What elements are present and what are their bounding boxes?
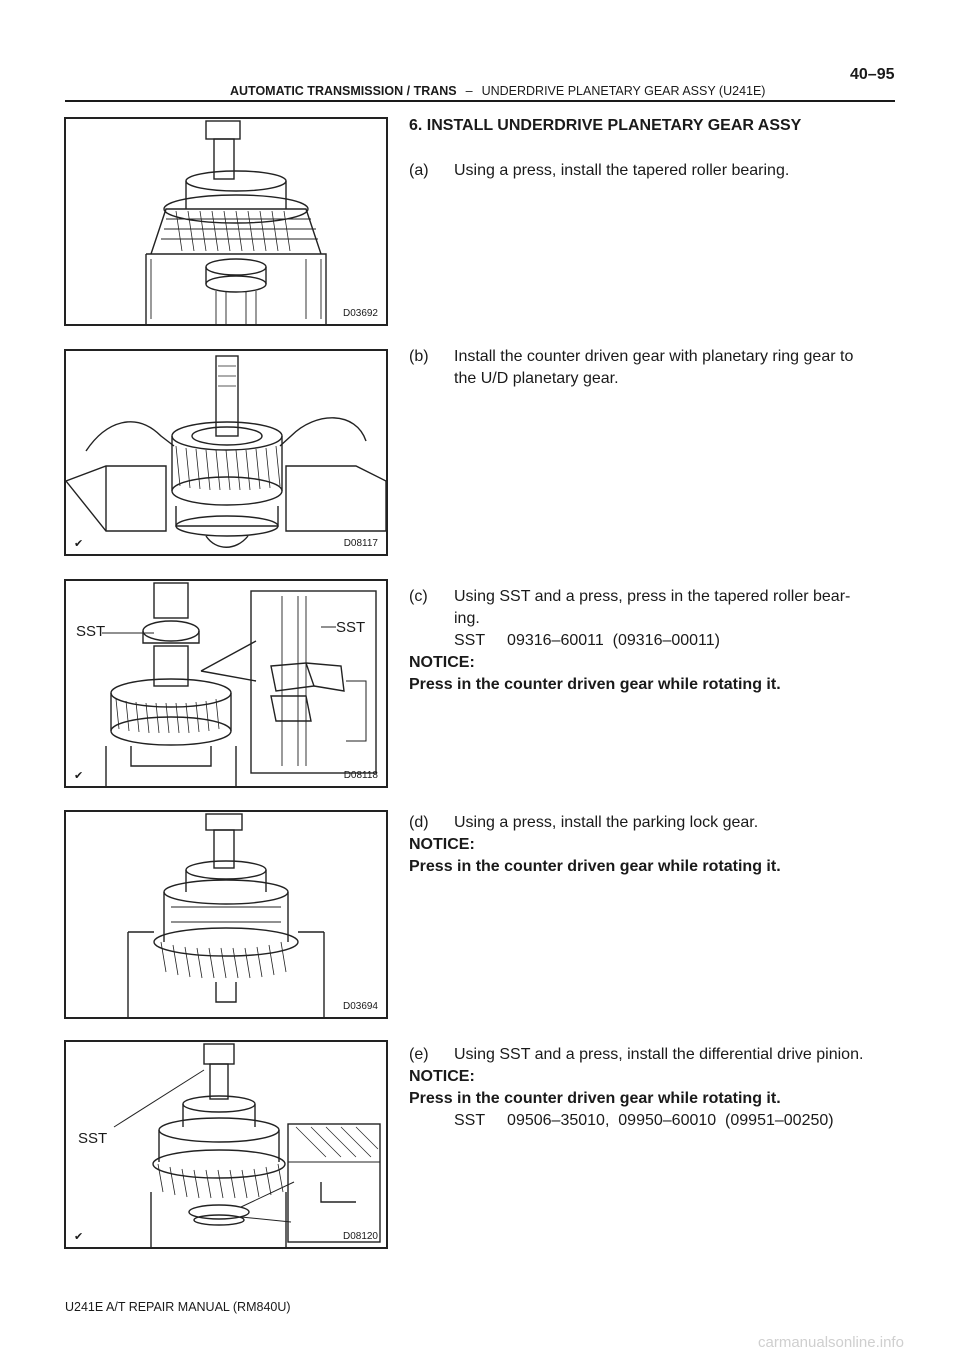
figure-mark: ✔ <box>74 1231 84 1243</box>
figure-code: D08120 <box>342 1231 378 1242</box>
instruction-text: Using a press, install the parking lock gear. <box>454 814 759 831</box>
notice-heading: NOTICE: <box>409 836 475 853</box>
instruction-text: Using SST and a press, install the differential drive pinion. <box>454 1046 864 1063</box>
instruction-label: (a) <box>409 162 429 179</box>
sst-callout: SST <box>78 1130 108 1147</box>
header-title <box>230 84 765 98</box>
instruction-d <box>409 812 899 878</box>
figure-d08117 <box>64 349 388 556</box>
instruction-text: Using a press, install the tapered roller bearing. <box>454 162 790 179</box>
notice-heading: NOTICE: <box>409 654 475 671</box>
figure-code: D08118 <box>343 770 378 781</box>
notice-text: Press in the counter driven gear while rotating it. <box>409 1090 781 1107</box>
figure-d03692 <box>64 117 388 326</box>
figure-d03694 <box>64 810 388 1019</box>
figure-mark: ✔ <box>74 538 84 550</box>
gear-install-illustration <box>66 351 386 554</box>
header-rule <box>65 100 895 102</box>
figure-d08120 <box>64 1040 388 1249</box>
page-footer: U241E A/T REPAIR MANUAL (RM840U) <box>65 1300 291 1314</box>
press-bearing-illustration <box>66 119 386 324</box>
instruction-label: (e) <box>409 1046 429 1063</box>
sst-press-illustration <box>66 581 386 786</box>
instruction-label: (b) <box>409 348 429 365</box>
figure-mark: ✔ <box>74 770 84 782</box>
watermark: carmanualsonline.info <box>758 1334 904 1351</box>
instruction-text: Install the counter driven gear with planetary ring gear to <box>454 348 854 365</box>
instruction-label: (d) <box>409 814 429 831</box>
notice-text: Press in the counter driven gear while rotating it. <box>409 858 781 875</box>
sst-number: SST 09506–35010, 09950–60010 (09951–00250) <box>454 1112 834 1129</box>
section-title: AUTOMATIC TRANSMISSION / TRANS <box>230 84 457 98</box>
instruction-text-cont: the U/D planetary gear. <box>454 370 619 387</box>
instruction-e <box>409 1044 899 1132</box>
sst-callout: SST <box>76 623 106 640</box>
drive-pinion-illustration <box>66 1042 386 1247</box>
instruction-label: (c) <box>409 588 428 605</box>
instruction-c <box>409 586 899 696</box>
sst-number: SST 09316–60011 (09316–00011) <box>454 632 720 649</box>
figure-code: D03694 <box>342 1001 378 1012</box>
page-number: 40–95 <box>850 66 895 83</box>
parking-lock-gear-illustration <box>66 812 386 1017</box>
figure-code: D08117 <box>343 538 378 549</box>
page-header <box>0 0 960 104</box>
title-separator: – <box>465 84 473 98</box>
figure-code: D03692 <box>342 308 378 319</box>
instruction-text-cont: ing. <box>454 610 480 627</box>
instruction-a <box>409 160 899 182</box>
subsection-title: UNDERDRIVE PLANETARY GEAR ASSY (U241E) <box>481 84 766 98</box>
instruction-b <box>409 346 899 390</box>
figure-d08118 <box>64 579 388 788</box>
step-heading: 6. INSTALL UNDERDRIVE PLANETARY GEAR ASSY <box>409 117 802 134</box>
notice-heading: NOTICE: <box>409 1068 475 1085</box>
notice-text: Press in the counter driven gear while rotating it. <box>409 676 781 693</box>
instruction-text: Using SST and a press, press in the tapered roller bear- <box>454 588 851 605</box>
sst-callout: SST <box>336 619 366 636</box>
